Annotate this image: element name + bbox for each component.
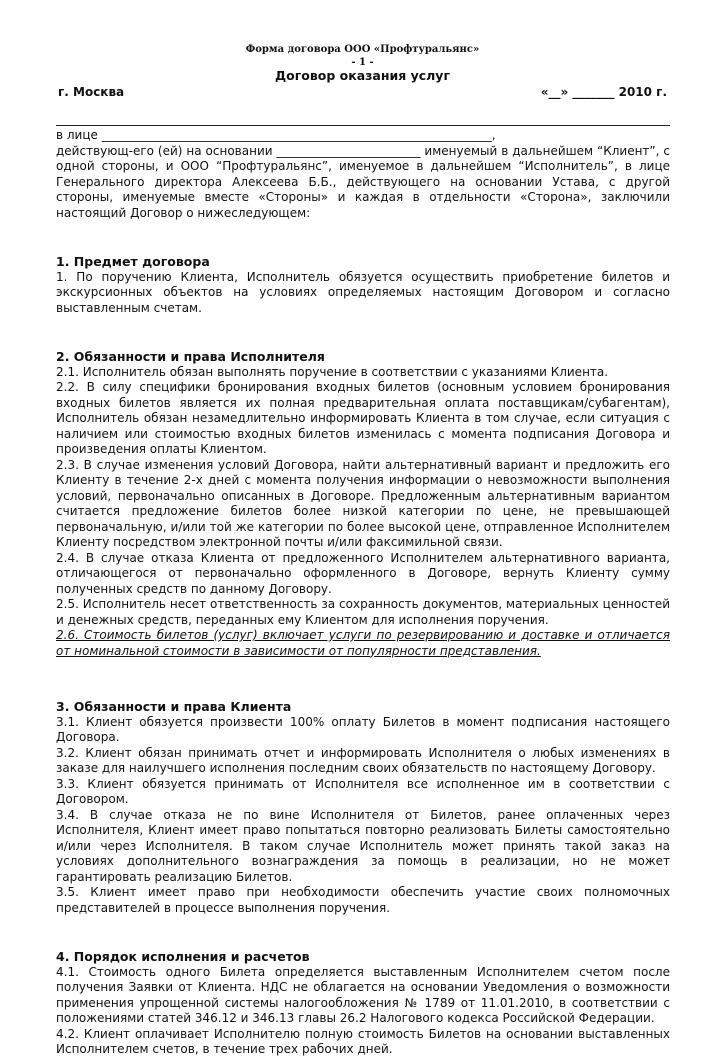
contract-date: «__» _______ 2010 г.: [540, 85, 667, 99]
clause: 2.1. Исполнитель обязан выполнять поручение в соответствии с указаниями Клиента.: [56, 364, 609, 379]
clause: 2.5. Исполнитель несет ответственность за сохранность документов, материальных ценностей и денежных средств, переданных ему Клиентом для исполнения поручения.: [56, 597, 670, 627]
document-title: Договор оказания услуг: [274, 68, 450, 83]
intro-paragraph: действующ-его (ей) на основании ________________________ именуемый в дальнейшем “Клиент”, с одной стороны, и ООО “Профтуральянс”, именуемое в дальнейшем “Исполнитель”, в лице Генерального директора Алексеева Б.Б., действующего на основании Устава, с другой стороны, именуемые вместе «Стороны» и каждая в отдельности «Сторона», заключили настоящий Договор о нижеследующем:: [56, 143, 670, 220]
clause: 3.3. Клиент обязуется принимать от Исполнителя все исполненное им в соответствии с Договором.: [56, 776, 670, 806]
form-label: Форма договора ООО «Профтуральянс»: [245, 44, 480, 55]
section-title: 1. Предмет договора: [56, 254, 210, 269]
section-title: 3. Обязанности и права Клиента: [56, 699, 292, 714]
clause: 2.2. В силу специфики бронирования входных билетов (основным условием бронирования входных билетов является их полная предварительная оплата поставщикам/субагентам), Исполнитель обязан незамедлительно информировать Клиента в том случае, если ситуация с наличием или стоимостью входных билетов изменилась с момента подписания Договора и произведения оплаты Клиентом.: [56, 380, 670, 456]
clause: 2.3. В случае изменения условий Договора, найти альтернативный вариант и предложить его Клиенту в течение 2-х дней с момента получения информации о невозможности выполнения условий, первоначально описанных в Договоре. Предложенным альтернативным вариантом считается предложение билетов более низкой категории по цене, не превышающей первоначальную, и/или той же категории по более высокой цене, отправленное Исполнителем Клиенту посредством электронной почты и/или факсимильной связи.: [56, 457, 670, 549]
section-title: 4. Порядок исполнения и расчетов: [56, 949, 310, 964]
city: г. Москва: [58, 85, 125, 99]
section-title: 2. Обязанности и права Исполнителя: [56, 349, 325, 364]
clause: 2.4. В случае отказа Клиента от предложенного Исполнителем альтернативного варианта, отличающегося от первоначально оформленного в Договоре, вернуть Клиенту сумму полученных средств по данному Договору.: [56, 550, 670, 596]
clause: 3.1. Клиент обязуется произвести 100% оплату Билетов в момент подписания настоящего Договора.: [56, 714, 670, 744]
clause: 4.1. Стоимость одного Билета определяется выставленным Исполнителем счетом после получения Заявки от Клиента. НДС не облагается на основании Уведомления о возможности применения упрощенной системы налогообложения № 1789 от 11.01.2010, в соответствии с положениями статей 346.12 и 346.13 главы 26.2 Налогового кодекса Российской Федерации.: [56, 964, 670, 1025]
clause: 1. По поручению Клиента, Исполнитель обязуется осуществить приобретение билетов и экскурсионных объектов на условиях определяемых настоящим Договором и согласно выставленным счетам.: [56, 269, 670, 315]
clause-italic: 2.6. Стоимость билетов (услуг) включает услуги по резервированию и доставке и отличается от номинальной стоимости в зависимости от популярности представления.: [56, 628, 670, 658]
blank-party-line: [56, 112, 670, 126]
document-body: [56, 112, 670, 1058]
intro-line: в лице _________________________________________________________________,: [56, 128, 496, 142]
clause: 3.2. Клиент обязан принимать отчет и информировать Исполнителя о любых изменениях в заказе для наилучшего исполнения последним своих обязательств по настоящему Договору.: [56, 745, 670, 775]
clause: 4.2. Клиент оплачивает Исполнителю полную стоимость Билетов на основании выставленных Исполнителем счетов, в течение трех рабочих дней.: [56, 1026, 670, 1056]
page-number: - 1 -: [351, 57, 374, 68]
clause: 3.5. Клиент имеет право при необходимости обеспечить участие своих полномочных представителей в процессе выполнения поручения.: [56, 885, 670, 915]
clause: 3.4. В случае отказа не по вине Исполнителя от Билетов, ранее оплаченных через Исполнителя, Клиент имеет право попытаться повторно реализовать Билеты самостоятельно и/или через Исполнителя. В таком случае Исполнитель может принять такой заказ на условиях дополнительного вознаграждения за помощь в реализации, но не может гарантировать реализацию Билетов.: [56, 807, 670, 884]
